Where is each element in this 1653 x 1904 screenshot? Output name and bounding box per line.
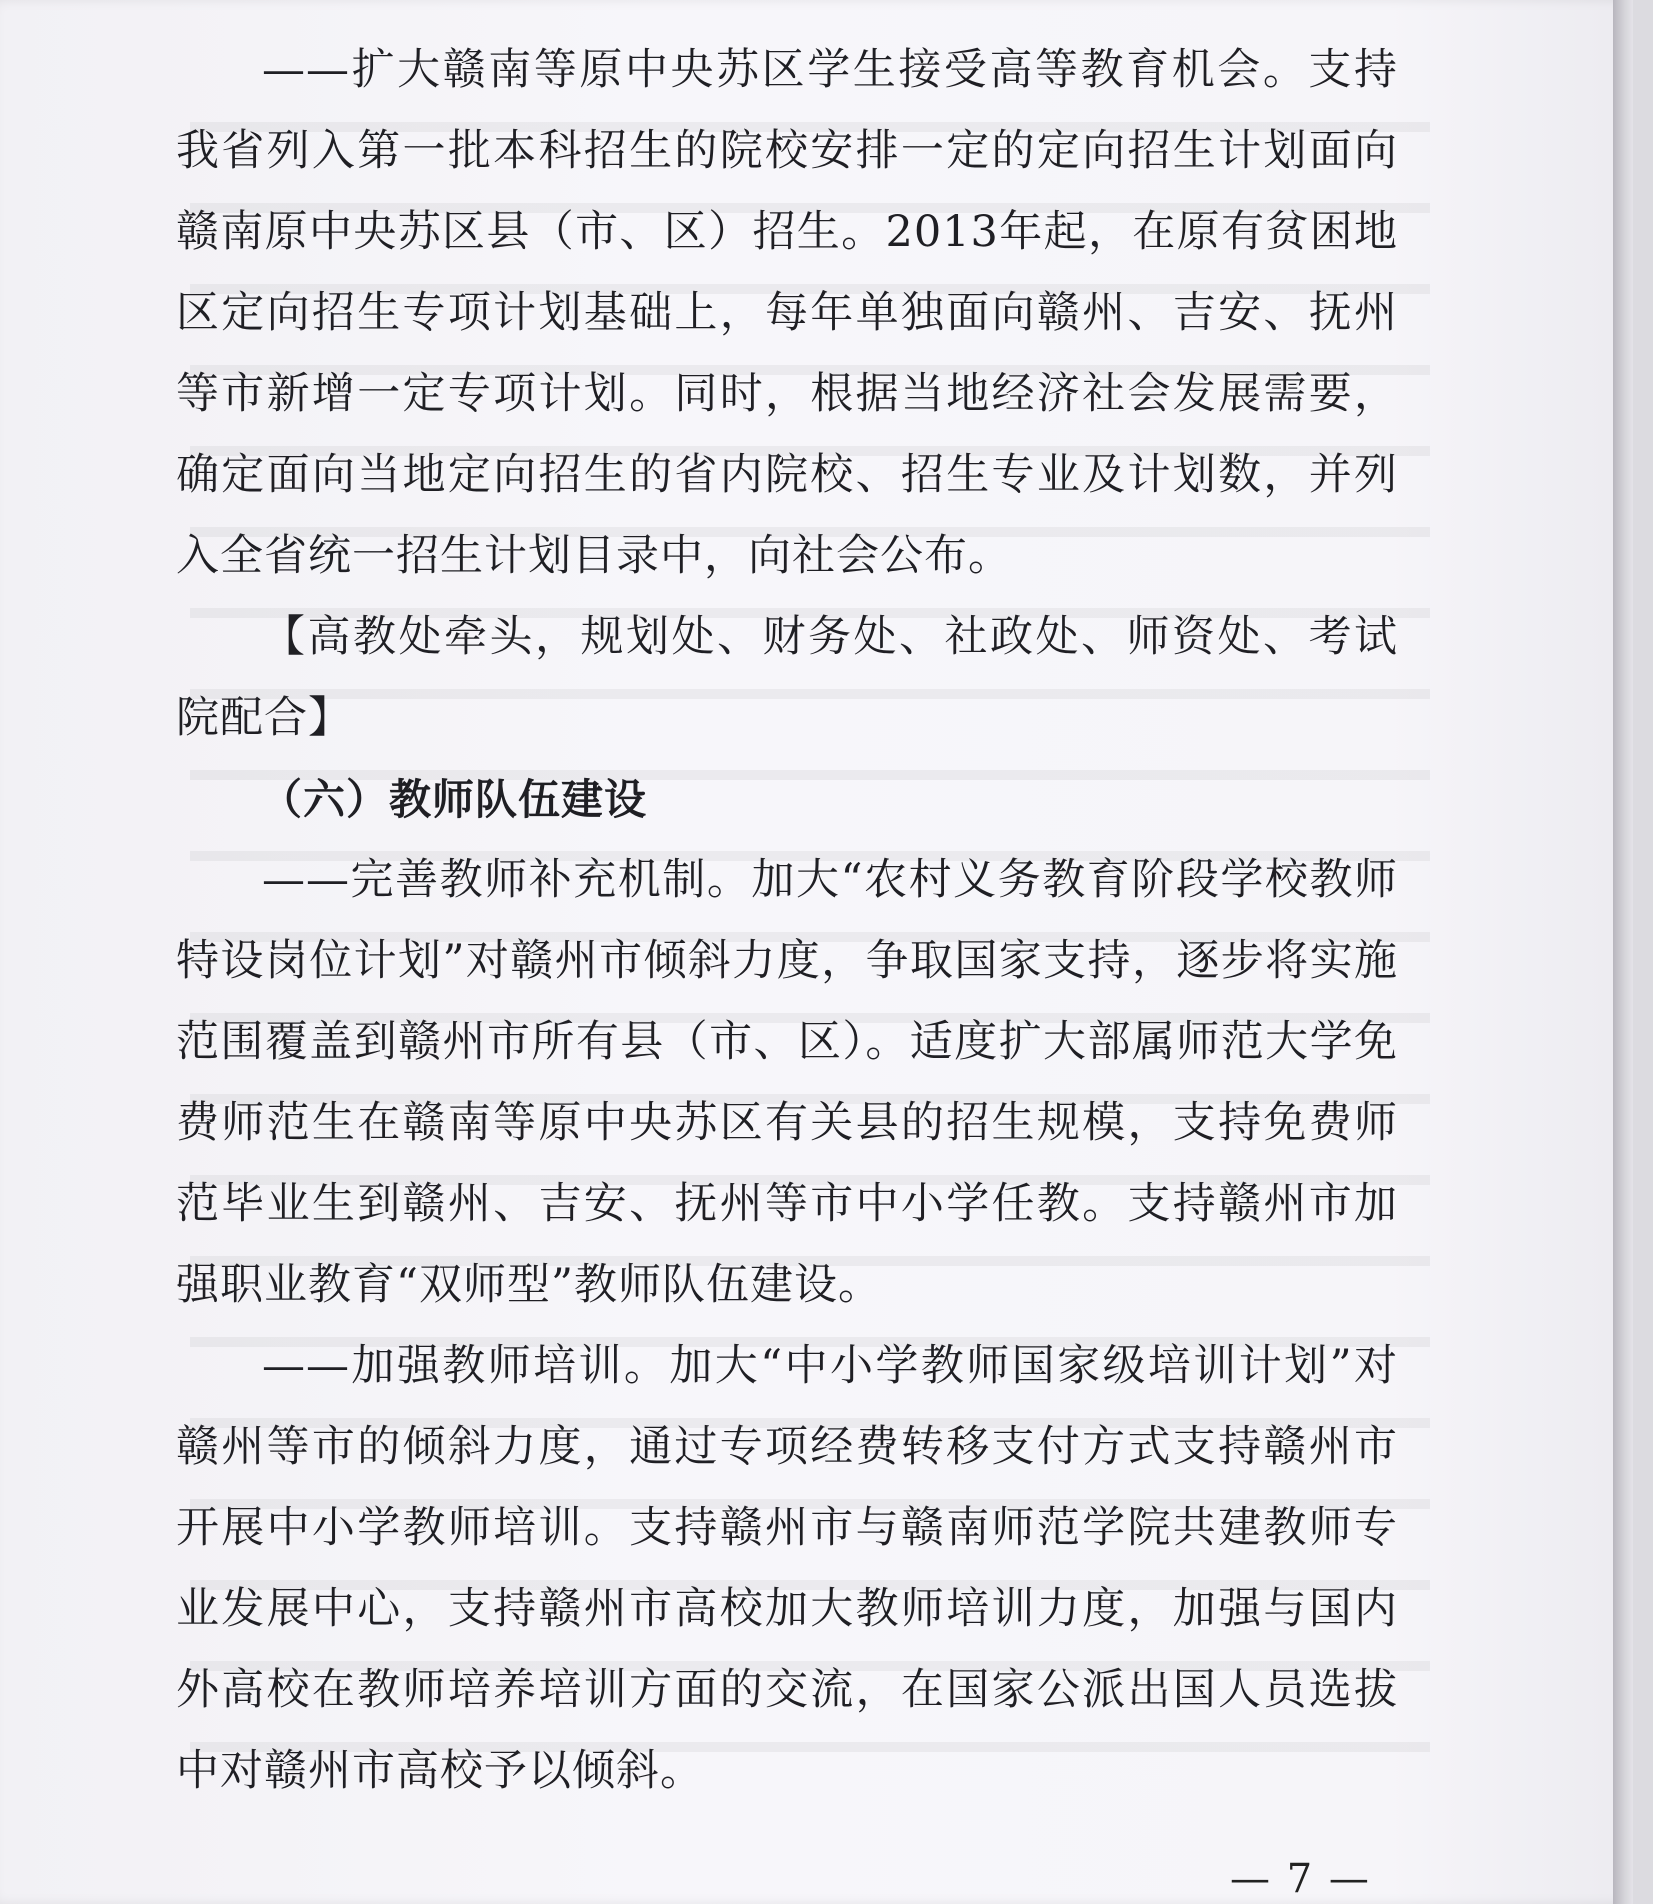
responsibility-note: 【高教处牵头，规划处、财务处、社政处、师资处、考试院配合】 <box>176 612 1398 743</box>
section-heading: （六）教师队伍建设 <box>260 775 648 824</box>
page-edge-shadow <box>1613 0 1633 1904</box>
page-number: — 7 — <box>1230 1856 1371 1902</box>
paragraph-teacher-supplement: ——完善教师补充机制。加大“农村义务教育阶段学校教师特设岗位计划”对赣州市倾斜力度，争取国家支持，逐步将实施范围覆盖到赣州市所有县（市、区）。适度扩大部属师范大学免费师范生在赣南等原中央苏区有关县的招生规模，支持免费师范毕业生到赣州、吉安、抚州等市中小学任教。支持赣州市加强职业教育“双师型”教师队伍建设。 <box>176 855 1398 1310</box>
document-body <box>176 30 1398 1812</box>
paragraph-teacher-training: ——加强教师培训。加大“中小学教师国家级培训计划”对赣州等市的倾斜力度，通过专项经费转移支付方式支持赣州市开展中小学教师培训。支持赣州市与赣南师范学院共建教师专业发展中心，支持赣州市高校加大教师培训力度，加强与国内外高校在教师培养培训方面的交流，在国家公派出国人员选拔中对赣州市高校予以倾斜。 <box>176 1341 1398 1796</box>
paragraph-higher-education-opportunity: ——扩大赣南等原中央苏区学生接受高等教育机会。支持我省列入第一批本科招生的院校安排一定的定向招生计划面向赣南原中央苏区县（市、区）招生。2013年起，在原有贫困地区定向招生专项计划基础上，每年单独面向赣州、吉安、抚州等市新增一定专项计划。同时，根据当地经济社会发展需要，确定面向当地定向招生的省内院校、招生专业及计划数，并列入全省统一招生计划目录中，向社会公布。 <box>176 45 1398 581</box>
